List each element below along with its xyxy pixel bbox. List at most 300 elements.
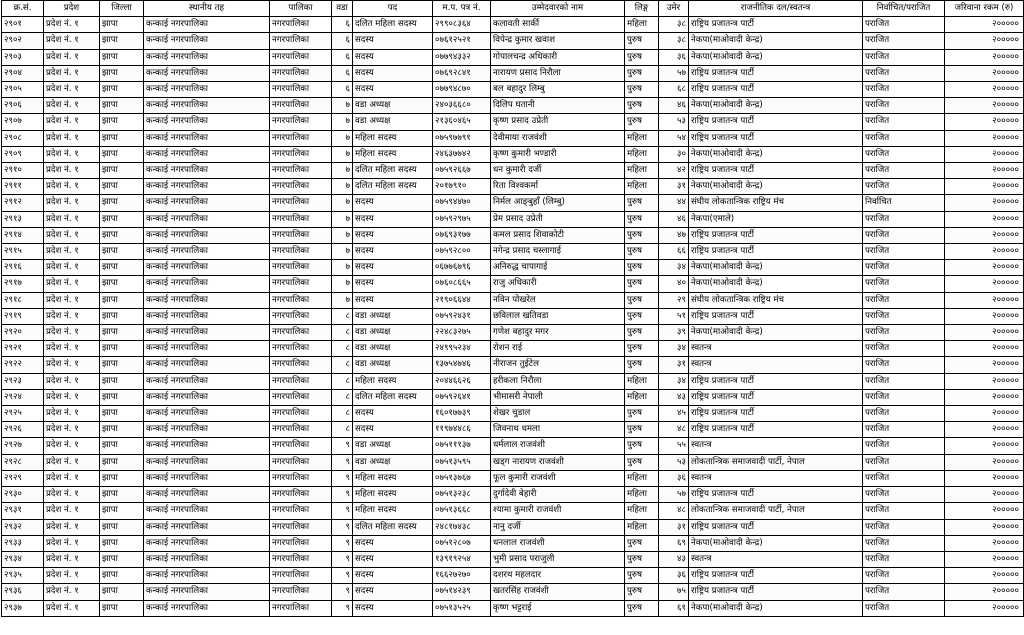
- table-row: [2, 130, 1024, 146]
- cell-province: प्रदेश नं. १: [44, 146, 100, 162]
- cell-fine-amount: २०००००: [945, 17, 1024, 33]
- cell-party: नेकपा(माओवादी केन्द्र): [689, 33, 863, 49]
- cell-result: पराजित: [863, 17, 945, 33]
- cell-party: स्वतन्त्र: [689, 470, 863, 486]
- cell-age: ३४: [659, 341, 689, 357]
- cell-district: झापा: [100, 114, 144, 130]
- cell-fine-amount: २०००००: [945, 146, 1024, 162]
- cell-age: ६८: [659, 82, 689, 98]
- cell-municipality-type: नगरपालिका: [270, 341, 332, 357]
- cell-municipality-type: नगरपालिका: [270, 163, 332, 179]
- cell-post: सदस्य: [353, 49, 433, 65]
- cell-serial-no: २९०३: [2, 49, 44, 65]
- cell-fine-amount: २०००००: [945, 568, 1024, 584]
- cell-gender: महिला: [625, 179, 659, 195]
- cell-district: झापा: [100, 341, 144, 357]
- cell-party: राष्ट्रिय प्रजातन्त्र पार्टी: [689, 114, 863, 130]
- cell-ballot-no: ०७५१३५२५: [433, 600, 491, 616]
- cell-ballot-no: १६६२७२७०: [433, 568, 491, 584]
- cell-party: संघीय लोकतान्त्रिक राष्ट्रिय मंच: [689, 292, 863, 308]
- cell-ballot-no: ११९७४४८६: [433, 422, 491, 438]
- cell-gender: पुरुष: [625, 82, 659, 98]
- table-row: [2, 454, 1024, 470]
- cell-ballot-no: ०७७९४३३२: [433, 49, 491, 65]
- cell-local-level: कन्काई नगरपालिका: [144, 357, 270, 373]
- cell-district: झापा: [100, 568, 144, 584]
- cell-party: राष्ट्रिय प्रजातन्त्र पार्टी: [689, 163, 863, 179]
- cell-post: सदस्य: [353, 422, 433, 438]
- cell-gender: महिला: [625, 519, 659, 535]
- cell-local-level: कन्काई नगरपालिका: [144, 244, 270, 260]
- cell-gender: पुरुष: [625, 568, 659, 584]
- cell-municipality-type: नगरपालिका: [270, 406, 332, 422]
- cell-ballot-no: ०७५९२६६७: [433, 163, 491, 179]
- header-fine-amount: जरिवाना रकम (रु): [945, 1, 1024, 17]
- cell-post: सदस्य: [353, 260, 433, 276]
- cell-post: महिला सदस्य: [353, 373, 433, 389]
- cell-municipality-type: नगरपालिका: [270, 33, 332, 49]
- cell-local-level: कन्काई नगरपालिका: [144, 211, 270, 227]
- cell-local-level: कन्काई नगरपालिका: [144, 33, 270, 49]
- cell-district: झापा: [100, 470, 144, 486]
- cell-ballot-no: ०७५१२८०७: [433, 535, 491, 551]
- cell-age: ३१: [659, 357, 689, 373]
- cell-district: झापा: [100, 49, 144, 65]
- cell-gender: पुरुष: [625, 227, 659, 243]
- cell-serial-no: २९१९: [2, 308, 44, 324]
- cell-candidate-name: नीराजन तुईटेल: [491, 357, 625, 373]
- cell-gender: पुरुष: [625, 260, 659, 276]
- cell-district: झापा: [100, 82, 144, 98]
- cell-province: प्रदेश नं. १: [44, 503, 100, 519]
- cell-serial-no: २९१४: [2, 227, 44, 243]
- cell-result: पराजित: [863, 260, 945, 276]
- cell-result: पराजित: [863, 535, 945, 551]
- cell-ballot-no: २९९०८३६४: [433, 17, 491, 33]
- cell-province: प्रदेश नं. १: [44, 568, 100, 584]
- cell-district: झापा: [100, 163, 144, 179]
- cell-candidate-name: हरीकला निरौला: [491, 373, 625, 389]
- cell-fine-amount: २०००००: [945, 195, 1024, 211]
- cell-province: प्रदेश नं. १: [44, 535, 100, 551]
- cell-party: नेकपा(माओवादी केन्द्र): [689, 535, 863, 551]
- cell-candidate-name: शेखर चुडाल: [491, 406, 625, 422]
- cell-fine-amount: २०००००: [945, 82, 1024, 98]
- cell-district: झापा: [100, 98, 144, 114]
- cell-gender: पुरुष: [625, 49, 659, 65]
- cell-municipality-type: नगरपालिका: [270, 146, 332, 162]
- table-row: [2, 227, 1024, 243]
- cell-serial-no: २९३५: [2, 568, 44, 584]
- cell-gender: पुरुष: [625, 422, 659, 438]
- cell-ballot-no: ०७५९४४७०: [433, 195, 491, 211]
- cell-serial-no: २९०९: [2, 146, 44, 162]
- cell-party: राष्ट्रिय प्रजातन्त्र पार्टी: [689, 130, 863, 146]
- cell-age: ४८: [659, 422, 689, 438]
- header-row: [2, 1, 1024, 17]
- header-municipality-type: पालिका: [270, 1, 332, 17]
- cell-province: प्रदेश नं. १: [44, 454, 100, 470]
- cell-ballot-no: ०७५१३५९५: [433, 454, 491, 470]
- cell-municipality-type: नगरपालिका: [270, 17, 332, 33]
- table-row: [2, 292, 1024, 308]
- cell-gender: पुरुष: [625, 341, 659, 357]
- cell-ballot-no: १३७५४७४६: [433, 357, 491, 373]
- cell-age: ४२: [659, 163, 689, 179]
- cell-fine-amount: २०००००: [945, 325, 1024, 341]
- cell-district: झापा: [100, 33, 144, 49]
- cell-ballot-no: ०७५१३२३८: [433, 487, 491, 503]
- cell-gender: पुरुष: [625, 584, 659, 600]
- table-row: [2, 276, 1024, 292]
- cell-serial-no: २९२३: [2, 373, 44, 389]
- cell-district: झापा: [100, 211, 144, 227]
- cell-local-level: कन्काई नगरपालिका: [144, 292, 270, 308]
- cell-candidate-name: कमल प्रसाद शिवाकोटी: [491, 227, 625, 243]
- cell-age: ३८: [659, 33, 689, 49]
- cell-local-level: कन्काई नगरपालिका: [144, 49, 270, 65]
- cell-ballot-no: २१९०६६४४: [433, 292, 491, 308]
- cell-province: प्रदेश नं. १: [44, 584, 100, 600]
- cell-province: प्रदेश नं. १: [44, 17, 100, 33]
- cell-post: महिला सदस्य: [353, 130, 433, 146]
- cell-age: ५३: [659, 454, 689, 470]
- table-row: [2, 568, 1024, 584]
- cell-municipality-type: नगरपालिका: [270, 503, 332, 519]
- cell-municipality-type: नगरपालिका: [270, 325, 332, 341]
- cell-age: ४३: [659, 551, 689, 567]
- cell-fine-amount: २०००००: [945, 389, 1024, 405]
- cell-serial-no: २९३४: [2, 551, 44, 567]
- cell-municipality-type: नगरपालिका: [270, 551, 332, 567]
- cell-age: ३१: [659, 519, 689, 535]
- cell-fine-amount: २०००००: [945, 584, 1024, 600]
- cell-candidate-name: दशरथ महलदार: [491, 568, 625, 584]
- cell-ward: ७: [332, 227, 353, 243]
- table-row: [2, 114, 1024, 130]
- cell-district: झापा: [100, 17, 144, 33]
- cell-local-level: कन्काई नगरपालिका: [144, 325, 270, 341]
- table-row: [2, 17, 1024, 33]
- cell-local-level: कन्काई नगरपालिका: [144, 179, 270, 195]
- cell-fine-amount: २०००००: [945, 357, 1024, 373]
- cell-gender: पुरुष: [625, 98, 659, 114]
- cell-fine-amount: २०००००: [945, 454, 1024, 470]
- cell-ward: ८: [332, 325, 353, 341]
- cell-local-level: कन्काई नगरपालिका: [144, 406, 270, 422]
- cell-post: सदस्य: [353, 33, 433, 49]
- cell-local-level: कन्काई नगरपालिका: [144, 389, 270, 405]
- cell-post: सदस्य: [353, 227, 433, 243]
- cell-municipality-type: नगरपालिका: [270, 65, 332, 81]
- cell-post: सदस्य: [353, 195, 433, 211]
- cell-candidate-name: दिलिप घतानी: [491, 98, 625, 114]
- cell-municipality-type: नगरपालिका: [270, 600, 332, 616]
- cell-candidate-name: धर्मलाल राजवंशी: [491, 438, 625, 454]
- table-row: [2, 211, 1024, 227]
- cell-gender: पुरुष: [625, 551, 659, 567]
- cell-municipality-type: नगरपालिका: [270, 454, 332, 470]
- cell-ward: ७: [332, 260, 353, 276]
- cell-ballot-no: २०४४६६२६: [433, 373, 491, 389]
- candidate-fine-table: [1, 0, 1024, 617]
- table-row: [2, 584, 1024, 600]
- cell-candidate-name: गोपालचन्द्र अधिकारी: [491, 49, 625, 65]
- cell-municipality-type: नगरपालिका: [270, 357, 332, 373]
- header-result: निर्वाचित/पराजित: [863, 1, 945, 17]
- cell-ward: ७: [332, 292, 353, 308]
- cell-fine-amount: २०००००: [945, 49, 1024, 65]
- cell-fine-amount: २०००००: [945, 503, 1024, 519]
- cell-candidate-name: रिता विश्वकर्मा: [491, 179, 625, 195]
- table-row: [2, 487, 1024, 503]
- cell-district: झापा: [100, 146, 144, 162]
- cell-party: संघीय लोकतान्त्रिक राष्ट्रिय मंच: [689, 195, 863, 211]
- table-row: [2, 195, 1024, 211]
- cell-serial-no: २९२०: [2, 325, 44, 341]
- cell-serial-no: २९११: [2, 179, 44, 195]
- cell-party: नेकपा(माओवादी केन्द्र): [689, 179, 863, 195]
- cell-province: प्रदेश नं. १: [44, 389, 100, 405]
- cell-result: निर्वाचित: [863, 195, 945, 211]
- cell-post: वडा अध्यक्ष: [353, 341, 433, 357]
- cell-gender: पुरुष: [625, 600, 659, 616]
- cell-gender: पुरुष: [625, 357, 659, 373]
- cell-local-level: कन्काई नगरपालिका: [144, 470, 270, 486]
- cell-district: झापा: [100, 65, 144, 81]
- cell-post: सदस्य: [353, 211, 433, 227]
- table-row: [2, 260, 1024, 276]
- cell-municipality-type: नगरपालिका: [270, 308, 332, 324]
- cell-party: नेकपा(माओवादी केन्द्र): [689, 600, 863, 616]
- cell-fine-amount: २०००००: [945, 211, 1024, 227]
- cell-ballot-no: ०७५९२६४१: [433, 389, 491, 405]
- cell-province: प्रदेश नं. १: [44, 438, 100, 454]
- cell-district: झापा: [100, 406, 144, 422]
- cell-ballot-no: २४०३६६८०: [433, 98, 491, 114]
- cell-candidate-name: नारायण प्रसाद निरौला: [491, 65, 625, 81]
- cell-fine-amount: २०००००: [945, 438, 1024, 454]
- cell-ward: ७: [332, 163, 353, 179]
- cell-district: झापा: [100, 389, 144, 405]
- table-row: [2, 519, 1024, 535]
- header-party: राजनीतिक दल/स्वतन्त्र: [689, 1, 863, 17]
- cell-fine-amount: २०००००: [945, 179, 1024, 195]
- cell-age: ५५: [659, 438, 689, 454]
- cell-party: नेकपा(माओवादी केन्द्र): [689, 260, 863, 276]
- cell-serial-no: २९३७: [2, 600, 44, 616]
- cell-province: प्रदेश नं. १: [44, 114, 100, 130]
- cell-province: प्रदेश नं. १: [44, 600, 100, 616]
- cell-ballot-no: ०७५९२४३१: [433, 308, 491, 324]
- cell-district: झापा: [100, 325, 144, 341]
- cell-candidate-name: नगेन्द्र प्रसाद चस्लागाई: [491, 244, 625, 260]
- cell-post: वडा अध्यक्ष: [353, 325, 433, 341]
- cell-ballot-no: ०७५१३६६८: [433, 503, 491, 519]
- cell-age: ६६: [659, 244, 689, 260]
- cell-municipality-type: नगरपालिका: [270, 373, 332, 389]
- header-candidate-name: उम्मेदवारको नाम: [491, 1, 625, 17]
- cell-ballot-no: २१३६०४६५: [433, 114, 491, 130]
- cell-result: पराजित: [863, 389, 945, 405]
- header-province: प्रदेश: [44, 1, 100, 17]
- cell-result: पराजित: [863, 487, 945, 503]
- cell-post: वडा अध्यक्ष: [353, 438, 433, 454]
- cell-gender: महिला: [625, 373, 659, 389]
- cell-district: झापा: [100, 535, 144, 551]
- cell-province: प्रदेश नं. १: [44, 195, 100, 211]
- cell-fine-amount: २०००००: [945, 308, 1024, 324]
- cell-province: प्रदेश नं. १: [44, 325, 100, 341]
- cell-fine-amount: २०००००: [945, 98, 1024, 114]
- cell-fine-amount: २०००००: [945, 341, 1024, 357]
- cell-local-level: कन्काई नगरपालिका: [144, 82, 270, 98]
- cell-result: पराजित: [863, 146, 945, 162]
- cell-candidate-name: राजु अधिकारी: [491, 276, 625, 292]
- cell-result: पराजित: [863, 438, 945, 454]
- cell-age: ३४: [659, 260, 689, 276]
- table-row: [2, 357, 1024, 373]
- cell-ward: ९: [332, 551, 353, 567]
- cell-district: झापा: [100, 308, 144, 324]
- cell-ward: ६: [332, 49, 353, 65]
- cell-fine-amount: २०००००: [945, 163, 1024, 179]
- cell-ballot-no: १३९१९२५४: [433, 551, 491, 567]
- cell-candidate-name: देवीमाया राजवंशी: [491, 130, 625, 146]
- cell-serial-no: २९२६: [2, 422, 44, 438]
- cell-candidate-name: कृष्ण कुमारी भण्डारी: [491, 146, 625, 162]
- cell-result: पराजित: [863, 584, 945, 600]
- cell-district: झापा: [100, 584, 144, 600]
- cell-local-level: कन्काई नगरपालिका: [144, 195, 270, 211]
- cell-ward: ७: [332, 195, 353, 211]
- cell-ward: ९: [332, 438, 353, 454]
- cell-gender: पुरुष: [625, 211, 659, 227]
- cell-party: राष्ट्रिय प्रजातन्त्र पार्टी: [689, 373, 863, 389]
- cell-party: लोकतान्त्रिक समाजवादी पार्टी, नेपाल: [689, 503, 863, 519]
- cell-fine-amount: २०००००: [945, 487, 1024, 503]
- cell-fine-amount: २०००००: [945, 551, 1024, 567]
- cell-candidate-name: कलावती सार्की: [491, 17, 625, 33]
- cell-gender: पुरुष: [625, 114, 659, 130]
- table-row: [2, 179, 1024, 195]
- cell-post: महिला सदस्य: [353, 146, 433, 162]
- cell-municipality-type: नगरपालिका: [270, 195, 332, 211]
- cell-municipality-type: नगरपालिका: [270, 276, 332, 292]
- cell-ballot-no: ०७६०८६६५: [433, 276, 491, 292]
- cell-municipality-type: नगरपालिका: [270, 470, 332, 486]
- cell-municipality-type: नगरपालिका: [270, 389, 332, 405]
- cell-municipality-type: नगरपालिका: [270, 227, 332, 243]
- cell-result: पराजित: [863, 308, 945, 324]
- cell-gender: पुरुष: [625, 65, 659, 81]
- cell-gender: महिला: [625, 163, 659, 179]
- cell-result: पराजित: [863, 600, 945, 616]
- cell-ballot-no: ०७५१११३७: [433, 438, 491, 454]
- cell-serial-no: २९०२: [2, 33, 44, 49]
- cell-age: ३८: [659, 17, 689, 33]
- header-serial-no: क्र.सं.: [2, 1, 44, 17]
- cell-ward: ९: [332, 600, 353, 616]
- cell-party: राष्ट्रिय प्रजातन्त्र पार्टी: [689, 406, 863, 422]
- cell-candidate-name: खड्ग नारायण राजवंशी: [491, 454, 625, 470]
- cell-result: पराजित: [863, 503, 945, 519]
- cell-post: वडा अध्यक्ष: [353, 308, 433, 324]
- cell-fine-amount: २०००००: [945, 470, 1024, 486]
- cell-gender: महिला: [625, 146, 659, 162]
- table-row: [2, 163, 1024, 179]
- cell-ballot-no: ०७५९२८००: [433, 244, 491, 260]
- cell-gender: महिला: [625, 130, 659, 146]
- cell-district: झापा: [100, 195, 144, 211]
- cell-ballot-no: २२४८३२७५: [433, 325, 491, 341]
- cell-result: पराजित: [863, 130, 945, 146]
- cell-ward: ६: [332, 65, 353, 81]
- cell-candidate-name: नविन पोखरेल: [491, 292, 625, 308]
- table-row: [2, 406, 1024, 422]
- cell-fine-amount: २०००००: [945, 65, 1024, 81]
- cell-ward: ८: [332, 357, 353, 373]
- cell-post: सदस्य: [353, 82, 433, 98]
- cell-age: ५३: [659, 114, 689, 130]
- cell-candidate-name: अनिरुद्ध चापागाई: [491, 260, 625, 276]
- cell-result: पराजित: [863, 373, 945, 389]
- cell-candidate-name: निर्मल आङ्बुहाँ (लिम्बु): [491, 195, 625, 211]
- cell-serial-no: २९३१: [2, 503, 44, 519]
- cell-district: झापा: [100, 227, 144, 243]
- cell-local-level: कन्काई नगरपालिका: [144, 373, 270, 389]
- cell-candidate-name: भुमी प्रसाद पराजुली: [491, 551, 625, 567]
- table-row: [2, 600, 1024, 616]
- cell-result: पराजित: [863, 341, 945, 357]
- cell-municipality-type: नगरपालिका: [270, 584, 332, 600]
- cell-post: सदस्य: [353, 406, 433, 422]
- cell-serial-no: २९३२: [2, 519, 44, 535]
- cell-ballot-no: ०७६९२८४१: [433, 65, 491, 81]
- cell-gender: पुरुष: [625, 438, 659, 454]
- cell-result: पराजित: [863, 33, 945, 49]
- cell-ward: ९: [332, 568, 353, 584]
- cell-post: सदस्य: [353, 600, 433, 616]
- cell-post: वडा अध्यक्ष: [353, 98, 433, 114]
- cell-age: ६१: [659, 600, 689, 616]
- cell-local-level: कन्काई नगरपालिका: [144, 308, 270, 324]
- cell-party: लोकतान्त्रिक समाजवादी पार्टी, नेपाल: [689, 454, 863, 470]
- cell-local-level: कन्काई नगरपालिका: [144, 600, 270, 616]
- cell-party: राष्ट्रिय प्रजातन्त्र पार्टी: [689, 308, 863, 324]
- cell-local-level: कन्काई नगरपालिका: [144, 454, 270, 470]
- cell-fine-amount: २०००००: [945, 373, 1024, 389]
- cell-candidate-name: रोशन राई: [491, 341, 625, 357]
- cell-serial-no: २९०६: [2, 98, 44, 114]
- cell-ward: ९: [332, 503, 353, 519]
- cell-district: झापा: [100, 519, 144, 535]
- cell-party: राष्ट्रिय प्रजातन्त्र पार्टी: [689, 487, 863, 503]
- header-post: पद: [353, 1, 433, 17]
- cell-ballot-no: ०७५९७७९१: [433, 130, 491, 146]
- cell-result: पराजित: [863, 227, 945, 243]
- cell-ward: ७: [332, 276, 353, 292]
- cell-local-level: कन्काई नगरपालिका: [144, 130, 270, 146]
- cell-ballot-no: २४८१७४३८: [433, 519, 491, 535]
- cell-candidate-name: श्यामा कुमारी राजवंशी: [491, 503, 625, 519]
- cell-serial-no: २९१०: [2, 163, 44, 179]
- table-body: [2, 17, 1024, 617]
- cell-local-level: कन्काई नगरपालिका: [144, 260, 270, 276]
- cell-result: पराजित: [863, 292, 945, 308]
- cell-district: झापा: [100, 422, 144, 438]
- cell-result: पराजित: [863, 568, 945, 584]
